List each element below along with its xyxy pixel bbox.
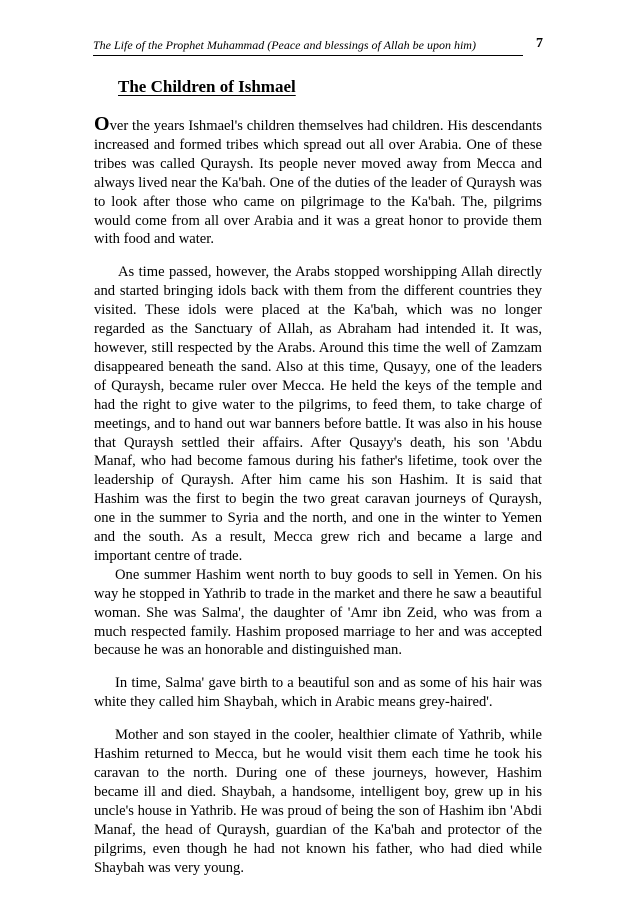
chapter-title: The Children of Ishmael — [118, 77, 296, 96]
paragraph-3: One summer Hashim went north to buy goods to sell in Yemen. On his way he stopped in Yathrib to trade in the market and there he saw a beautiful woman. She was Salma', the daughter of 'Amr ibn Zeid, who was from a much respected family. Hashim proposed marriage to her and was accepted because he was an honorable and distinguished man. — [94, 566, 542, 659]
page-header — [93, 36, 543, 56]
page-number: 7 — [536, 36, 543, 51]
paragraph-1-text: ver the years Ishmael's children themselves had children. His descendants increased and formed tribes which spread out all over Arabia. One of these tribes was called Quraysh. Its people never moved away from Mecca and always lived near the Ka'bah. One of the duties of the leader of Quraysh was to look after those who came on pilgrimage to the Ka'bah. The, pilgrims would come from all over Arabia and it was a great honor to provide them with food and water. — [94, 118, 542, 248]
body-text — [94, 115, 542, 877]
paragraph-5: Mother and son stayed in the cooler, healthier climate of Yathrib, while Hashim returned to Mecca, but he would visit them each time he took his caravan to the north. During one of these journeys, however, Hashim became ill and died. Shaybah, a handsome, intelligent boy, grew up in his uncle's house in Yathrib. He was proud of being the son of Hashim ibn 'Abdi Manaf, the head of Quraysh, guardian of the Ka'bah and protector of the pilgrims, even though he had not known his father, who had died while Shaybah was very young. — [94, 727, 542, 876]
running-title: The Life of the Prophet Muhammad (Peace and blessings of Allah be upon him) — [93, 38, 476, 52]
paragraph-1 — [94, 115, 542, 249]
paragraph-2: As time passed, however, the Arabs stopped worshipping Allah directly and started bringing idols back with them from the different countries they visited. These idols were placed at the Ka'bah, which was no longer regarded as the Sanctuary of Allah, as Abraham had intended it. It was, however, still respected by the Arabs. Around this time the well of Zamzam disappeared beneath the sand. Also at this time, Qusayy, one of the leaders of Quraysh, became ruler over Mecca. He held the keys of the temple and had the right to give water to the pilgrims, to feed them, to take charge of meetings, and to hand out war banners before battle. It was also in his house that Quraysh settled their affairs. After Qusayy's death, his son 'Abdu Manaf, who had become famous during his father's lifetime, took over the leadership of Quraysh. After him came his son Hashim. It is said that Hashim was the first to begin the two great caravan journeys of Quraysh, one in the summer to Syria and the north, and one in the winter to Yemen and the south. As a result, Mecca grew rich and became a large and important centre of trade. — [94, 264, 542, 564]
header-rule — [93, 55, 523, 56]
paragraph-4: In time, Salma' gave birth to a beautiful son and as some of his hair was white they called him Shaybah, which in Arabic means grey-haired'. — [94, 675, 542, 711]
drop-cap: O — [94, 113, 110, 135]
